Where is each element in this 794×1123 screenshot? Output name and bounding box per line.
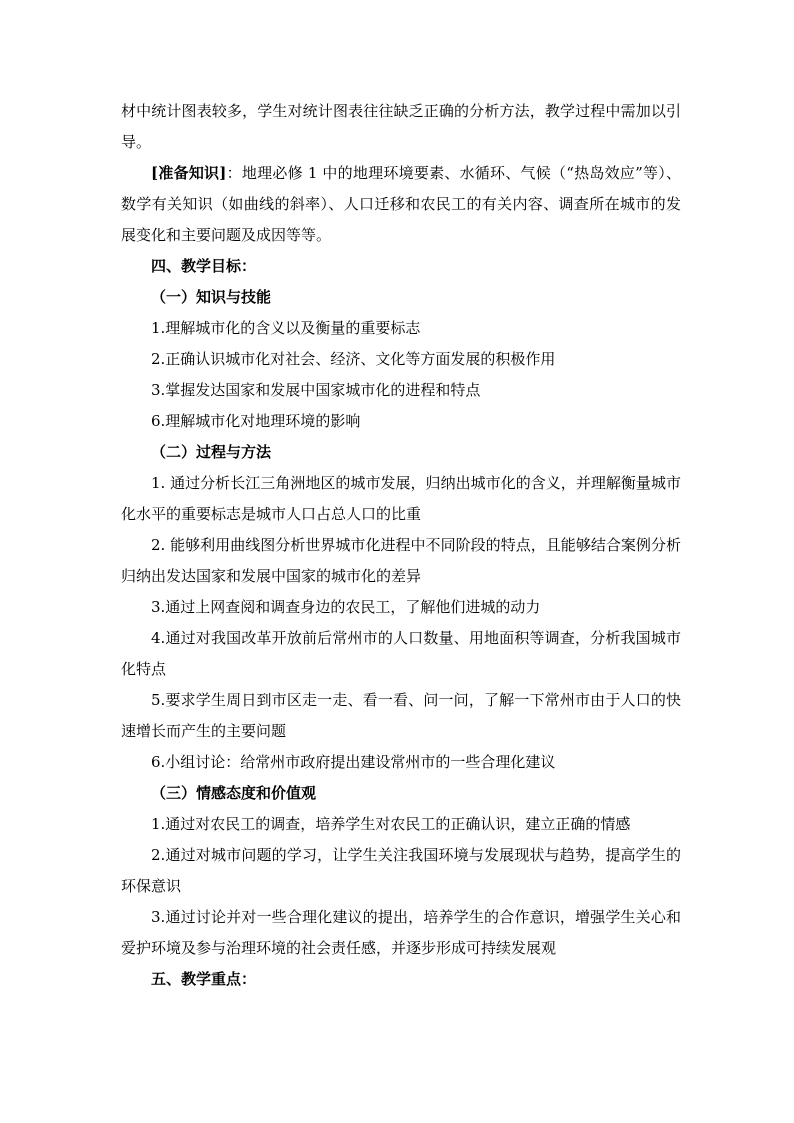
prep-knowledge-text: ：地理必修 1 中的地理环境要素、水循环、气候（“热岛效应”等）、数学有关知识（如曲线的斜率）、人口迁移和农民工的有关内容、调查所在城市的发展变化和主要问题及成因等等。 [121, 164, 682, 244]
list-item: 1.理解城市化的含义以及衡量的重要标志 [151, 319, 421, 337]
list-item: 1. 通过分析长江三角洲地区的城市发展，归纳出城市化的含义，并理解衡量城市化水平的重要标志是城市人口占总人口的比重 [121, 474, 681, 523]
list-item: 5.要求学生周日到市区走一走、看一看、问一问，了解一下常州市由于人口的快速增长而产生的主要问题 [121, 691, 681, 740]
list-item: 3.掌握发达国家和发展中国家城市化的进程和特点 [151, 381, 481, 399]
subsection-knowledge-skills-title: （一）知识与技能 [151, 288, 272, 306]
list-item: 2.通过对城市问题的学习，让学生关注我国环境与发展现状与趋势，提高学生的环保意识 [121, 846, 681, 895]
list-item: 3.通过讨论并对一些合理化建议的提出，培养学生的合作意识，增强学生关心和爱护环境及参与治理环境的社会责任感，并逐步形成可持续发展观 [121, 908, 681, 957]
list-item: 1.通过对农民工的调查，培养学生对农民工的正确认识，建立正确的情感 [151, 815, 631, 833]
document-body [121, 96, 681, 995]
list-item: 3.通过上网查阅和调查身边的农民工，了解他们进城的动力 [151, 598, 541, 616]
section-4-title: 四、教学目标： [151, 257, 257, 275]
list-item: 2. 能够利用曲线图分析世界城市化进程中不同阶段的特点，且能够结合案例分析归纳出发达国家和发展中国家的城市化的差异 [121, 536, 681, 585]
prep-knowledge-label: [准备知识] [151, 164, 227, 182]
list-item: 4.通过对我国改革开放前后常州市的人口数量、用地面积等调查，分析我国城市化特点 [121, 629, 681, 678]
subsection-process-methods-title: （二）过程与方法 [151, 443, 272, 461]
prep-knowledge-paragraph [121, 158, 681, 251]
subsection-attitudes-values-title: （三）情感态度和价值观 [151, 784, 317, 802]
intro-paragraph: 材中统计图表较多，学生对统计图表往往缺乏正确的分析方法，教学过程中需加以引导。 [121, 102, 681, 151]
list-item: 6.理解城市化对地理环境的影响 [151, 412, 361, 430]
list-item: 6.小组讨论：给常州市政府提出建设常州市的一些合理化建议 [151, 753, 556, 771]
section-5-title: 五、教学重点： [151, 970, 257, 988]
list-item: 2.正确认识城市化对社会、经济、文化等方面发展的积极作用 [151, 350, 556, 368]
